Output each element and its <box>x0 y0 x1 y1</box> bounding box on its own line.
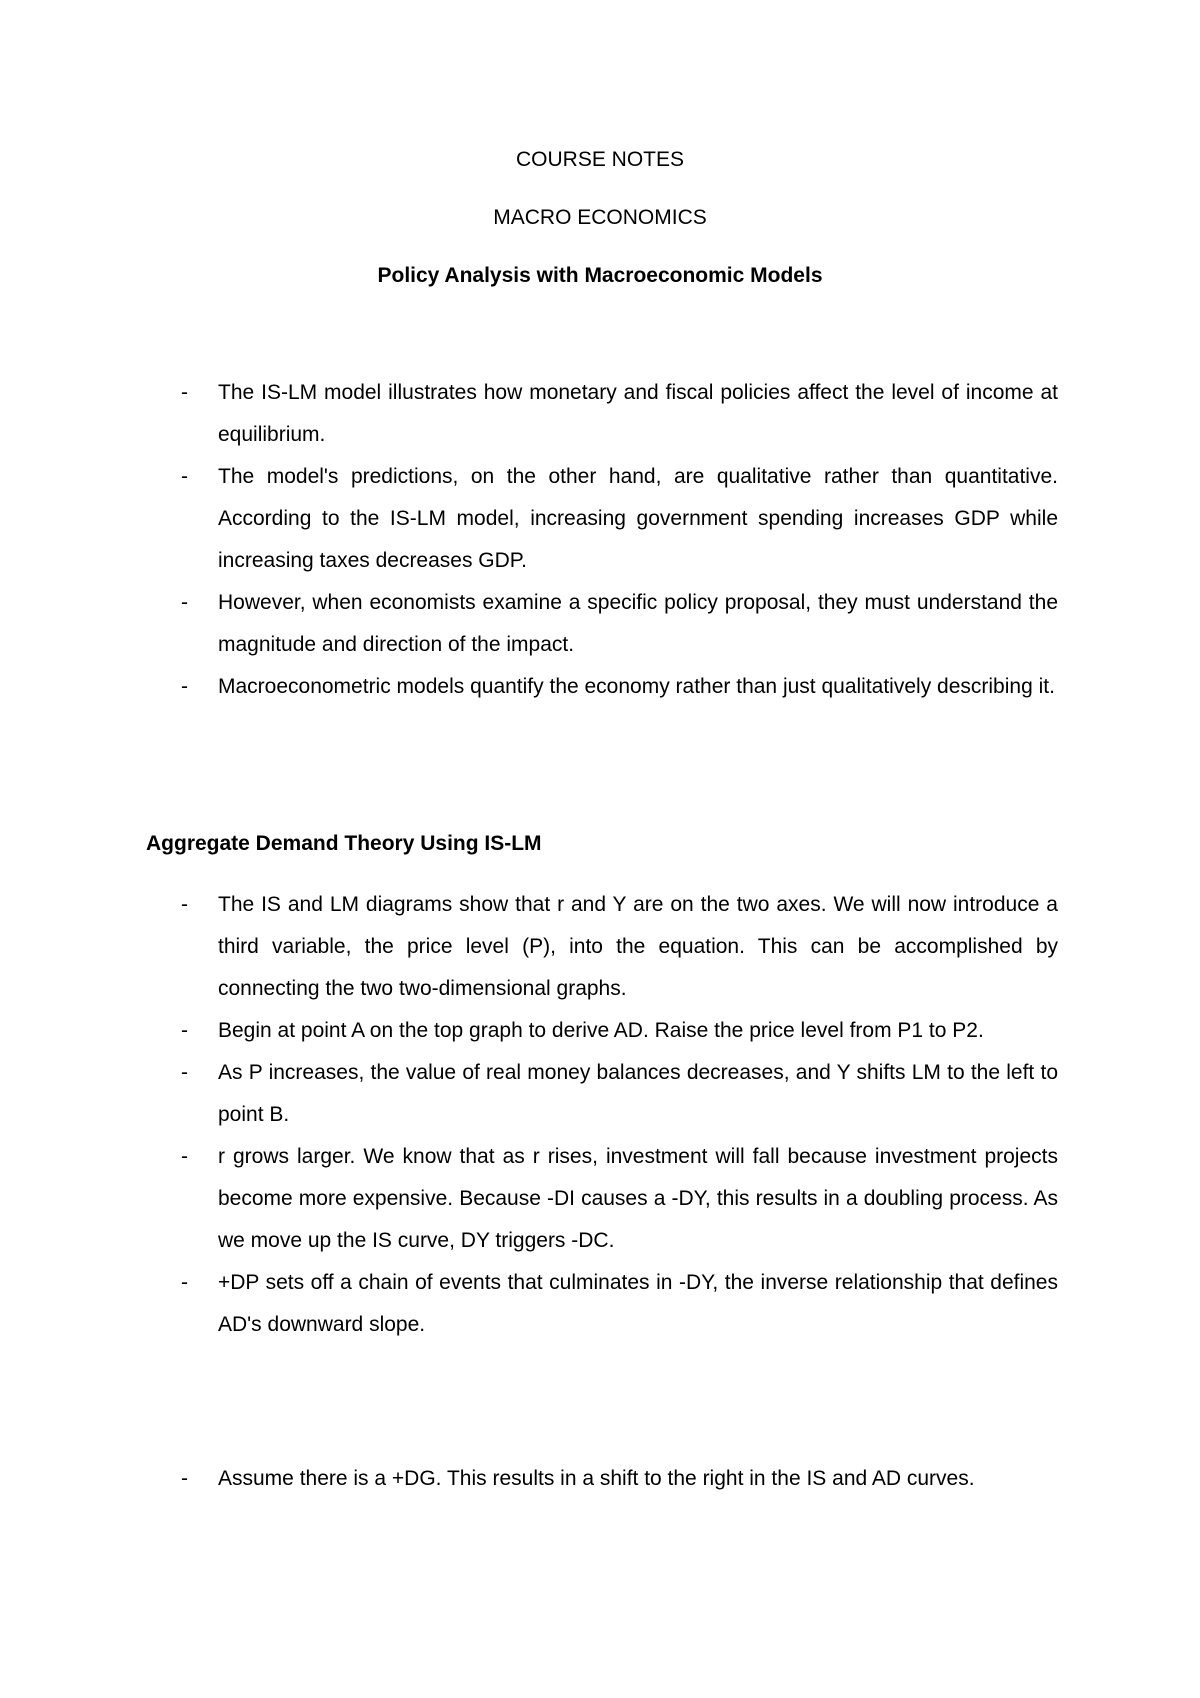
intro-bullet-list <box>0 372 1200 708</box>
bullet-text: Assume there is a +DG. This results in a shift to the right in the IS and AD curves. <box>218 1467 975 1490</box>
section-bullet-list <box>0 884 1200 1346</box>
list-item <box>0 1052 1200 1136</box>
list-item <box>0 582 1200 666</box>
bullet-text: The IS-LM model illustrates how monetary and fiscal policies affect the level of income at equilibrium. <box>218 381 1058 446</box>
bullet-dash: - <box>181 1061 188 1084</box>
bullet-dash: - <box>181 1019 188 1042</box>
document-subtitle: Policy Analysis with Macroeconomic Models <box>377 264 823 287</box>
bullet-text: The IS and LM diagrams show that r and Y are on the two axes. We will now introduce a third variable, the price level (P), into the equation. This can be accomplished by connecting the two two-dimensional graphs. <box>218 893 1058 1000</box>
bullet-text: r grows larger. We know that as r rises, investment will fall because investment projects become more expensive. Because -DI causes a -DY, this results in a doubling process. As we move up the IS curve, DY triggers -DC. <box>218 1145 1058 1252</box>
bullet-text: Begin at point A on the top graph to derive AD. Raise the price level from P1 to P2. <box>218 1019 984 1042</box>
bullet-text: However, when economists examine a specific policy proposal, they must understand the magnitude and direction of the impact. <box>218 591 1058 656</box>
document-subject: MACRO ECONOMICS <box>493 206 707 229</box>
bullet-dash: - <box>181 465 188 488</box>
bullet-text: The model's predictions, on the other hand, are qualitative rather than quantitative. According to the IS-LM model, increasing government spending increases GDP while increasing taxes decreases GDP. <box>218 465 1058 572</box>
bullet-dash: - <box>181 1145 188 1168</box>
bullet-dash: - <box>181 675 188 698</box>
list-item <box>0 1136 1200 1262</box>
bullet-dash: - <box>181 1271 188 1294</box>
bullet-text: As P increases, the value of real money balances decreases, and Y shifts LM to the left to point B. <box>218 1061 1058 1126</box>
section-heading: Aggregate Demand Theory Using IS-LM <box>146 832 542 855</box>
bullet-dash: - <box>181 1467 188 1490</box>
bullet-text: Macroeconometric models quantify the economy rather than just qualitatively describing it. <box>218 675 1055 698</box>
bullet-dash: - <box>181 893 188 916</box>
document-title: COURSE NOTES <box>515 148 685 171</box>
list-item <box>0 456 1200 582</box>
bullet-text: +DP sets off a chain of events that culminates in -DY, the inverse relationship that defines AD's downward slope. <box>218 1271 1058 1336</box>
list-item <box>0 1458 1200 1500</box>
list-item <box>0 1262 1200 1346</box>
final-bullet-list <box>0 1458 1200 1500</box>
bullet-dash: - <box>181 381 188 404</box>
list-item <box>0 666 1200 708</box>
list-item <box>0 884 1200 1010</box>
list-item <box>0 372 1200 456</box>
bullet-dash: - <box>181 591 188 614</box>
list-item <box>0 1010 1200 1052</box>
